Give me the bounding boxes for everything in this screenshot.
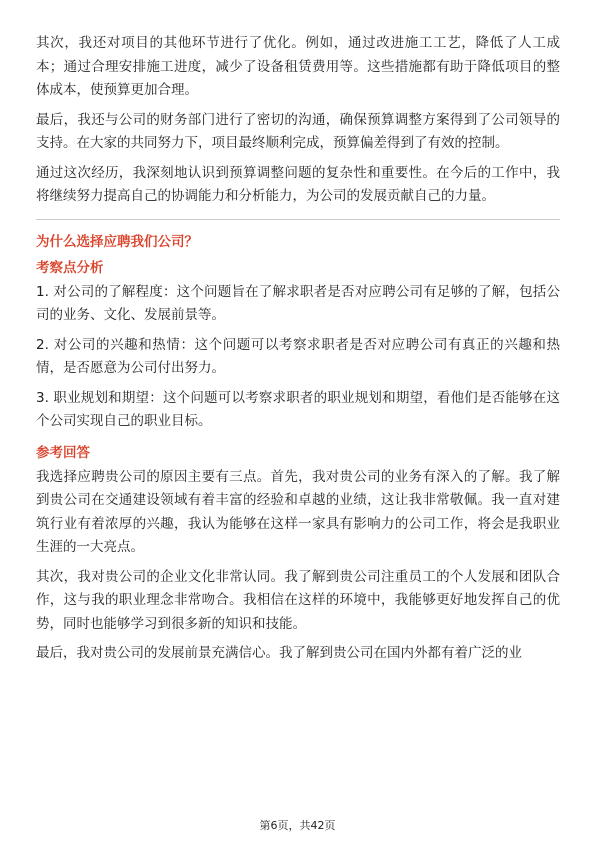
answer-paragraph: 我选择应聘贵公司的原因主要有三点。首先，我对贵公司的业务有深入的了解。我了解到贵公司在交通建设领域有着丰富的经验和卓越的业绩，这让我非常敬佩。我一直对建筑行业有着浓厚的兴趣，我认为能够在这样一家具有影响力的公司工作，将会是我职业生涯的一大亮点。 [36, 468, 560, 555]
answer-paragraph: 其次，我对贵公司的企业文化非常认同。我了解到贵公司注重员工的个人发展和团队合作，这与我的职业理念非常吻合。我相信在这样的环境中，我能够更好地发挥自己的优势，同时也能够学习到很多新的知识和技能。 [36, 568, 560, 632]
section-divider [36, 219, 560, 220]
answer-paragraph: 最后，我对贵公司的发展前景充满信心。我了解到贵公司在国内外都有着广泛的业 [36, 645, 522, 661]
page-number: 第6页，共42页 [259, 819, 336, 832]
question-title: 为什么选择应聘我们公司？ [36, 233, 198, 250]
document-page [36, 32, 560, 672]
analysis-item: 1. 对公司的了解程度：这个问题旨在了解求职者是否对应聘公司有足够的了解，包括公司的业务、文化、发展前景等。 [36, 283, 560, 323]
analysis-heading: 考察点分析 [36, 259, 104, 276]
analysis-item: 2. 对公司的兴趣和热情：这个问题可以考察求职者是否对应聘公司有真正的兴趣和热情，是否愿意为公司付出努力。 [36, 336, 560, 376]
body-paragraph: 其次，我还对项目的其他环节进行了优化。例如，通过改进施工工艺，降低了人工成本；通过合理安排施工进度，减少了设备租赁费用等。这些措施都有助于降低项目的整体成本，使预算更加合理。 [36, 35, 560, 98]
analysis-item: 3. 职业规划和期望：这个问题可以考察求职者的职业规划和期望，看他们是否能够在这个公司实现自己的职业目标。 [36, 389, 560, 429]
body-paragraph: 最后，我还与公司的财务部门进行了密切的沟通，确保预算调整方案得到了公司领导的支持。在大家的共同努力下，项目最终顺利完成，预算偏差得到了有效的控制。 [36, 111, 560, 151]
body-paragraph: 通过这次经历，我深刻地认识到预算调整问题的复杂性和重要性。在今后的工作中，我将继续努力提高自己的协调能力和分析能力，为公司的发展贡献自己的力量。 [36, 164, 560, 204]
answer-heading: 参考回答 [36, 444, 90, 461]
